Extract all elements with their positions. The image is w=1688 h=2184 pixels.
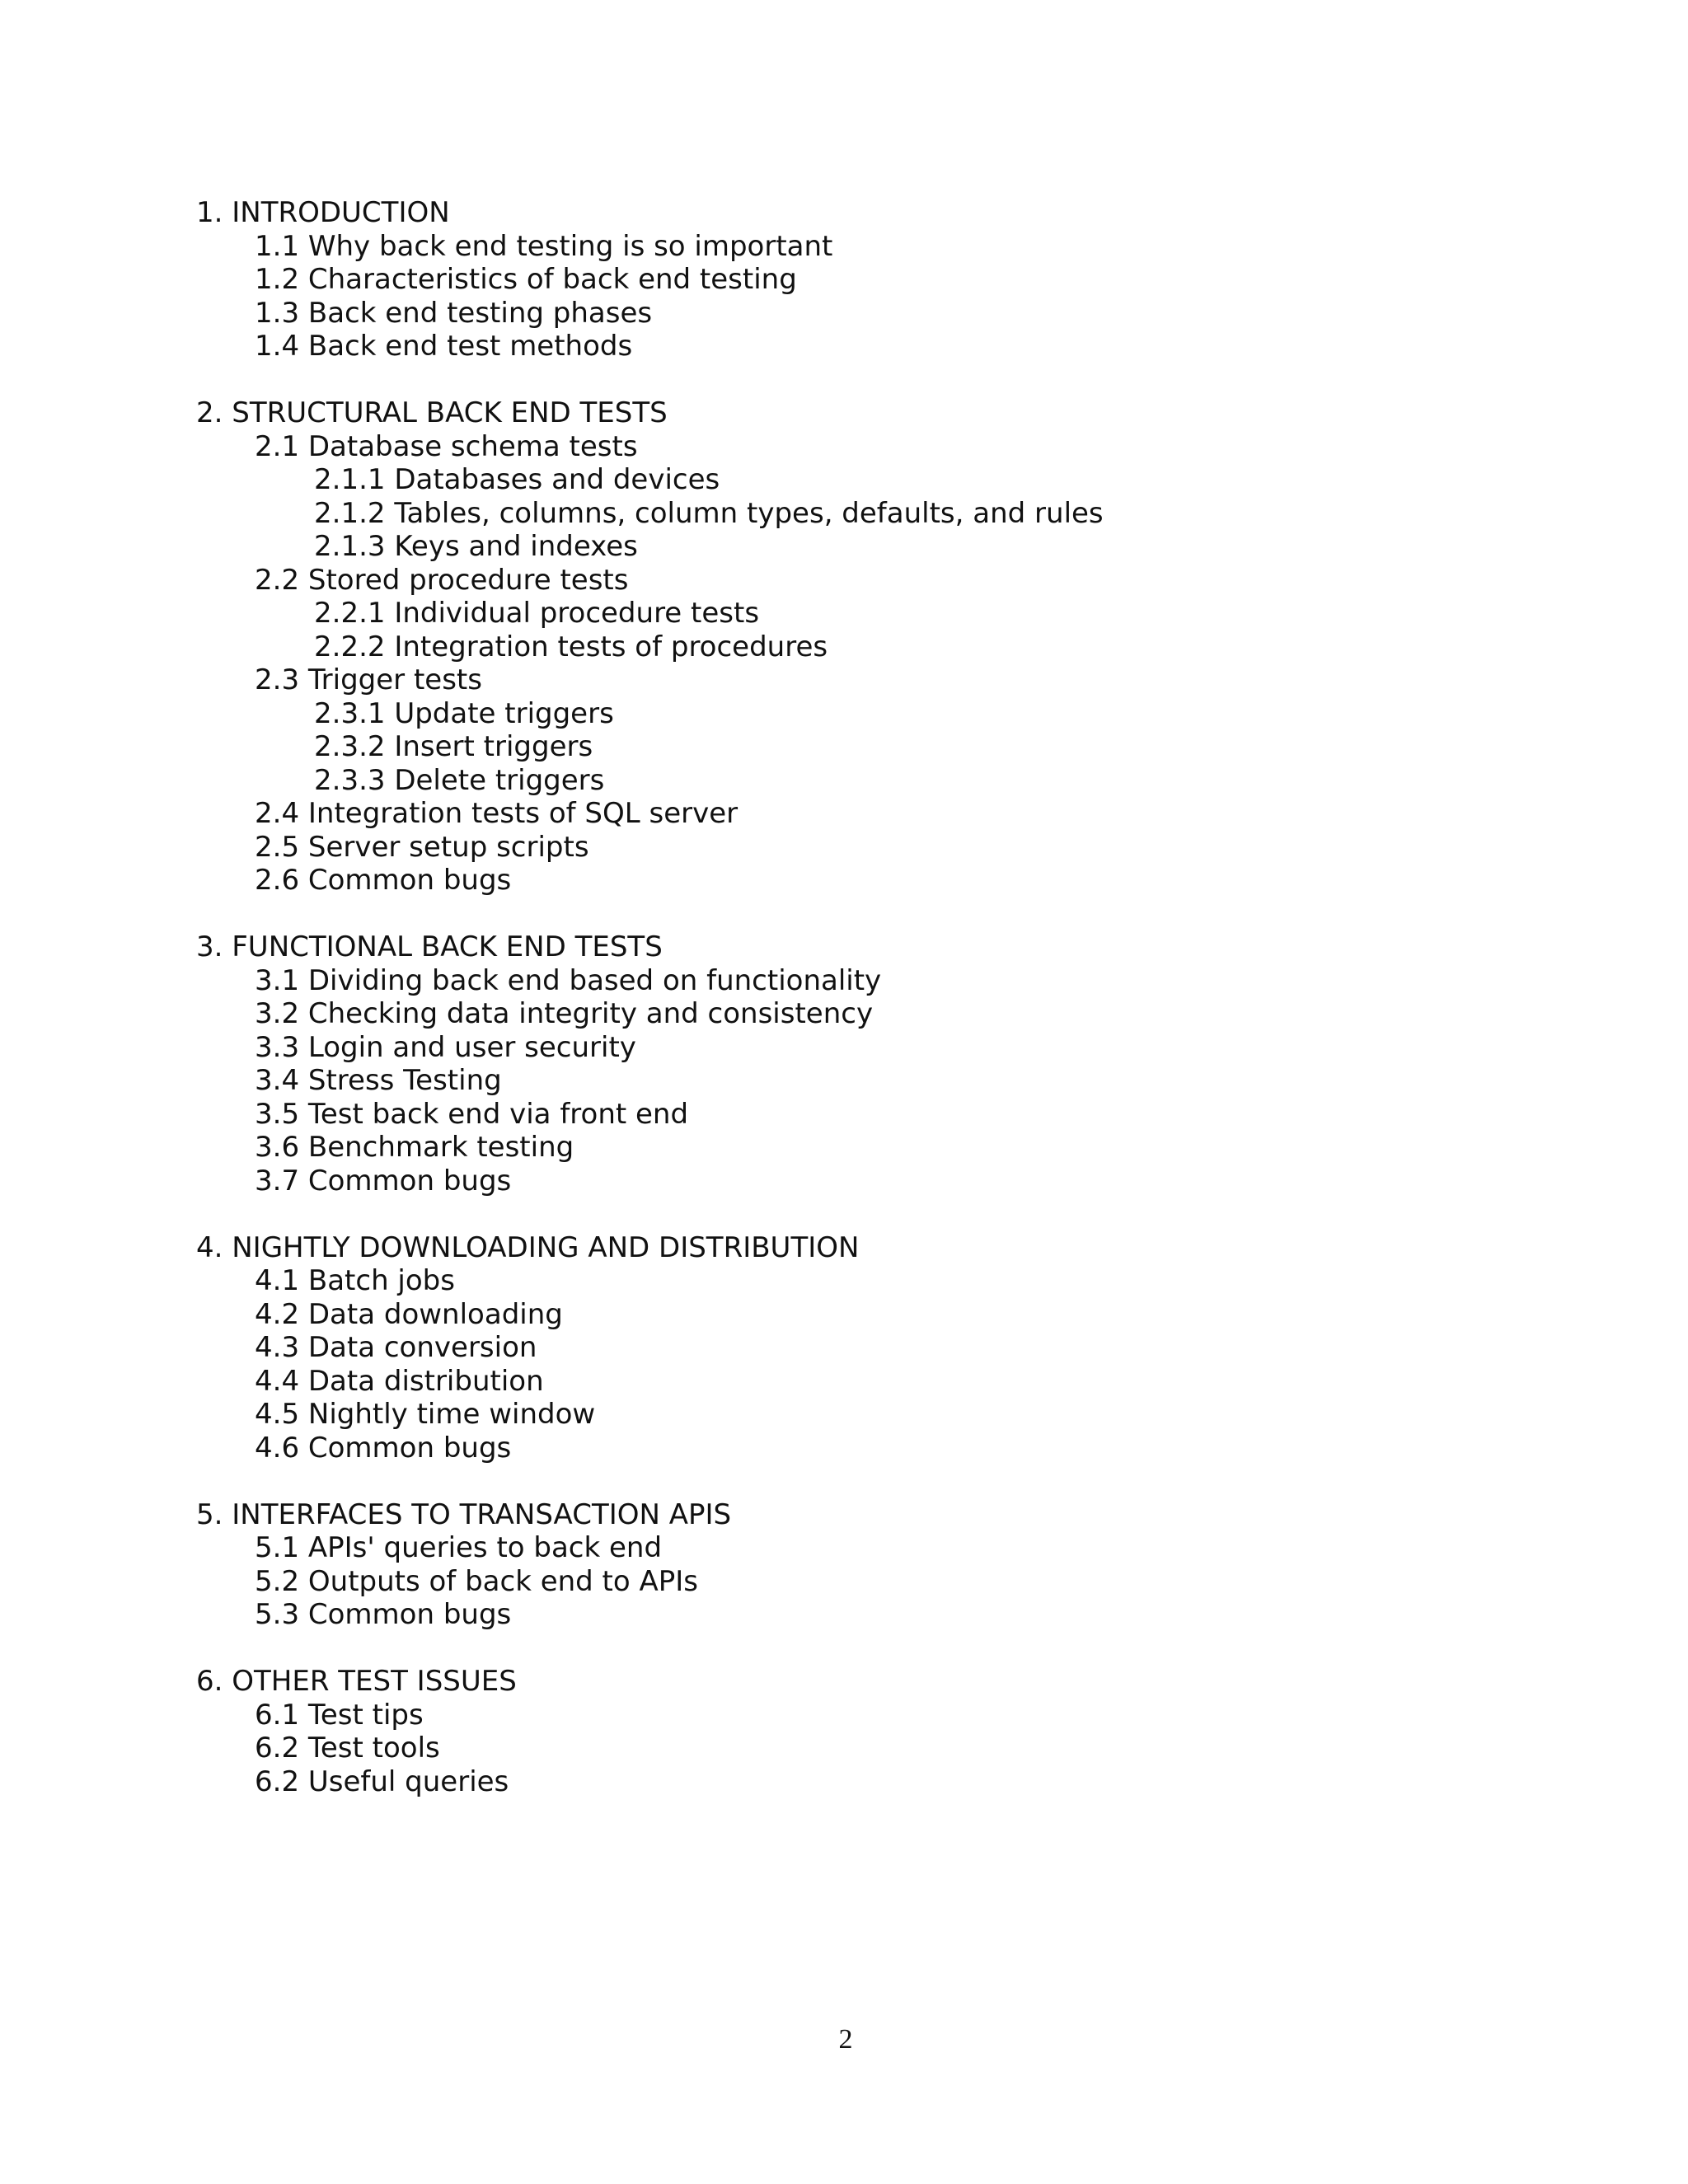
toc-section-heading: 6. OTHER TEST ISSUES: [196, 1665, 517, 1698]
toc-subsection: 6.2 Useful queries: [255, 1765, 509, 1798]
toc-subsubsection: 2.1.1 Databases and devices: [314, 463, 720, 496]
toc-subsection: 2.3 Trigger tests: [255, 663, 482, 696]
section-spacer: [196, 1197, 1597, 1231]
toc-section-heading: 2. STRUCTURAL BACK END TESTS: [196, 396, 668, 429]
toc-subsubsection: 2.2.2 Integration tests of procedures: [314, 630, 828, 663]
toc-subsection: 1.4 Back end test methods: [255, 330, 633, 363]
toc-subsection: 3.3 Login and user security: [255, 1030, 636, 1064]
section-spacer: [196, 363, 1597, 397]
toc-subsubsection: 2.1.3 Keys and indexes: [314, 530, 638, 563]
toc-subsection: 2.4 Integration tests of SQL server: [255, 797, 738, 830]
toc-subsection: 4.4 Data distribution: [255, 1364, 544, 1398]
toc-subsection: 2.6 Common bugs: [255, 864, 512, 897]
toc-subsection: 1.3 Back end testing phases: [255, 296, 653, 330]
toc-subsection: 3.5 Test back end via front end: [255, 1097, 689, 1131]
page-number: 2: [838, 2024, 850, 2055]
table-of-contents: [196, 196, 1597, 1798]
toc-subsection: 1.1 Why back end testing is so important: [255, 229, 833, 263]
toc-subsubsection: 2.3.2 Insert triggers: [314, 730, 593, 763]
toc-subsection: 4.6 Common bugs: [255, 1431, 512, 1465]
toc-subsection: 6.2 Test tools: [255, 1732, 440, 1765]
toc-subsection: 3.7 Common bugs: [255, 1164, 512, 1197]
section-spacer: [196, 898, 1597, 931]
toc-section-heading: 5. INTERFACES TO TRANSACTION APIS: [196, 1497, 732, 1531]
toc-subsection: 4.2 Data downloading: [255, 1297, 563, 1331]
toc-subsection: 4.1 Batch jobs: [255, 1264, 455, 1297]
toc-subsection: 3.2 Checking data integrity and consistency: [255, 997, 874, 1030]
toc-subsection: 3.1 Dividing back end based on functionality: [255, 963, 882, 997]
toc-section-heading: 3. FUNCTIONAL BACK END TESTS: [196, 930, 663, 963]
toc-subsubsection: 2.3.3 Delete triggers: [314, 763, 605, 797]
toc-section-heading: 1. INTRODUCTION: [196, 196, 450, 229]
toc-subsubsection: 2.1.2 Tables, columns, column types, defaults, and rules: [314, 496, 1104, 530]
section-spacer: [196, 1465, 1597, 1498]
toc-subsection: 2.5 Server setup scripts: [255, 830, 589, 864]
section-spacer: [196, 1632, 1597, 1666]
toc-subsection: 3.4 Stress Testing: [255, 1064, 502, 1097]
toc-section-heading: 4. NIGHTLY DOWNLOADING AND DISTRIBUTION: [196, 1230, 860, 1264]
toc-subsection: 2.2 Stored procedure tests: [255, 563, 629, 597]
toc-subsection: 4.5 Nightly time window: [255, 1398, 596, 1431]
toc-subsection: 3.6 Benchmark testing: [255, 1131, 574, 1164]
toc-subsection: 5.3 Common bugs: [255, 1598, 512, 1631]
toc-subsubsection: 2.2.1 Individual procedure tests: [314, 597, 760, 630]
toc-subsection: 5.1 APIs' queries to back end: [255, 1531, 663, 1564]
toc-subsection: 5.2 Outputs of back end to APIs: [255, 1564, 698, 1598]
toc-subsubsection: 2.3.1 Update triggers: [314, 696, 614, 730]
toc-subsection: 2.1 Database schema tests: [255, 429, 638, 463]
toc-subsection: 1.2 Characteristics of back end testing: [255, 263, 797, 296]
toc-subsection: 4.3 Data conversion: [255, 1331, 537, 1364]
toc-subsection: 6.1 Test tips: [255, 1698, 424, 1732]
